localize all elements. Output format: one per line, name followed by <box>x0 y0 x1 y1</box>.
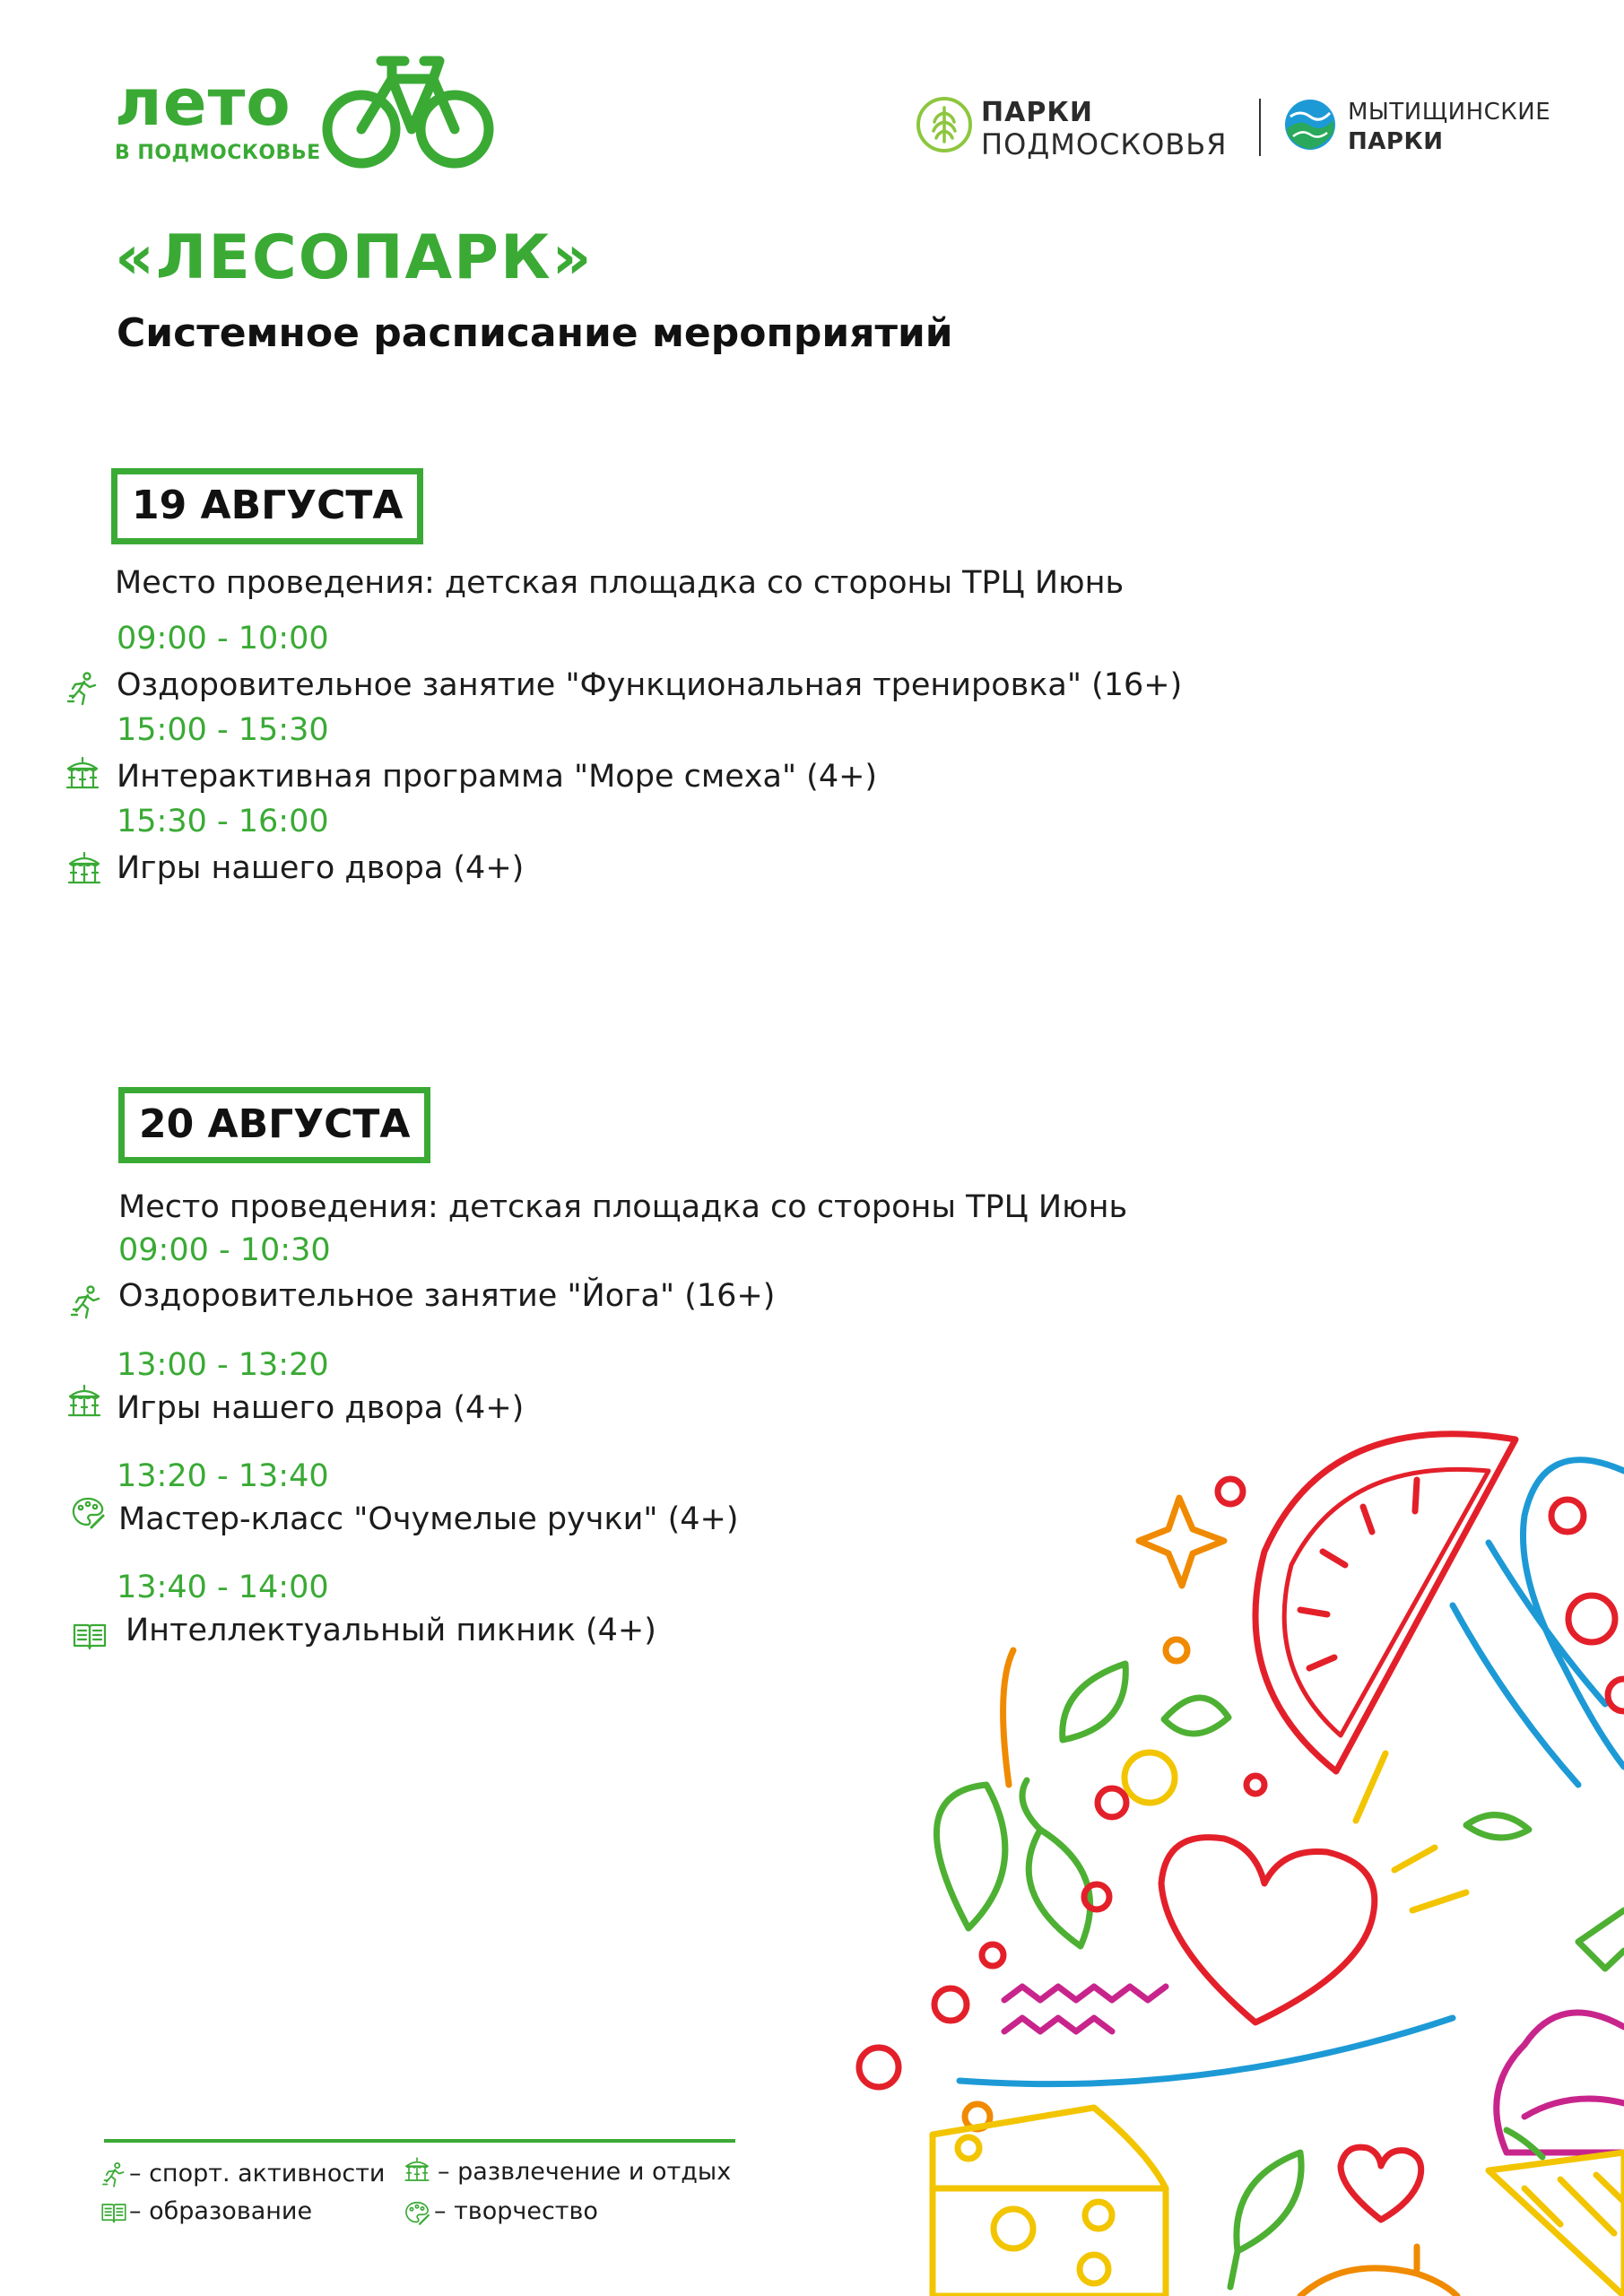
palette-icon <box>404 2199 430 2226</box>
summer-food-illustration <box>843 1417 1624 2296</box>
event-time: 15:00 - 15:30 <box>117 712 329 748</box>
carousel-icon <box>404 2156 430 2183</box>
book-icon <box>100 2199 127 2226</box>
event-title: Интеллектуальный пикник (4+) <box>126 1613 656 1648</box>
legend-divider <box>104 2139 735 2143</box>
event-time: 15:30 - 16:00 <box>117 804 329 839</box>
page-title: «ЛЕСОПАРК» <box>115 222 594 293</box>
legend-education: – образование <box>129 2197 313 2225</box>
day2-venue: Место проведения: детская площадка со стороны ТРЦ Июнь <box>118 1189 1128 1225</box>
event-title: Оздоровительное занятие "Йога" (16+) <box>118 1278 776 1314</box>
page-subtitle: Системное расписание мероприятий <box>117 310 953 356</box>
event-time: 13:20 - 13:40 <box>117 1458 329 1494</box>
event-time: 09:00 - 10:30 <box>118 1232 331 1268</box>
parks-logo-line1: ПАРКИ <box>981 97 1093 128</box>
mytishchi-logo-line2: ПАРКИ <box>1348 128 1444 155</box>
book-icon <box>72 1618 108 1654</box>
carousel-icon <box>65 755 100 791</box>
sport-icon <box>68 1284 104 1320</box>
sport-icon <box>100 2161 127 2188</box>
leto-logo-word: лето <box>115 65 291 140</box>
event-title: Игры нашего двора (4+) <box>117 1390 525 1426</box>
parki-podmoskovya-logo-icon <box>915 95 974 154</box>
legend-entertainment: – развлечение и отдых <box>438 2158 732 2186</box>
event-time: 13:00 - 13:20 <box>117 1347 329 1383</box>
legend-sport: – спорт. активности <box>129 2160 386 2187</box>
bicycle-icon <box>318 52 498 169</box>
carousel-icon <box>66 1383 102 1419</box>
leto-logo-subtitle: В ПОДМОСКОВЬЕ <box>115 142 321 164</box>
palette-icon <box>70 1494 106 1530</box>
event-title: Оздоровительное занятие "Функциональная тренировка" (16+) <box>117 667 1183 703</box>
sport-icon <box>65 671 100 707</box>
legend-creativity: – творчество <box>434 2197 598 2225</box>
event-title: Игры нашего двора (4+) <box>117 850 525 886</box>
event-title: Интерактивная программа "Море смеха" (4+) <box>117 759 878 795</box>
mytishchi-parks-logo-icon <box>1282 97 1338 152</box>
date-badge-day2: 20 АВГУСТА <box>118 1087 430 1163</box>
event-time: 09:00 - 10:00 <box>117 621 329 657</box>
day1-venue: Место проведения: детская площадка со стороны ТРЦ Июнь <box>115 565 1125 601</box>
carousel-icon <box>66 850 102 886</box>
header-divider <box>1259 99 1261 156</box>
parks-logo-line2: ПОДМОСКОВЬЯ <box>981 127 1228 161</box>
mytishchi-logo-line1: МЫТИЩИНСКИЕ <box>1348 99 1551 126</box>
date-badge-day1: 19 АВГУСТА <box>111 468 423 544</box>
event-title: Мастер-класс "Очумелые ручки" (4+) <box>118 1501 739 1537</box>
event-time: 13:40 - 14:00 <box>117 1570 329 1605</box>
